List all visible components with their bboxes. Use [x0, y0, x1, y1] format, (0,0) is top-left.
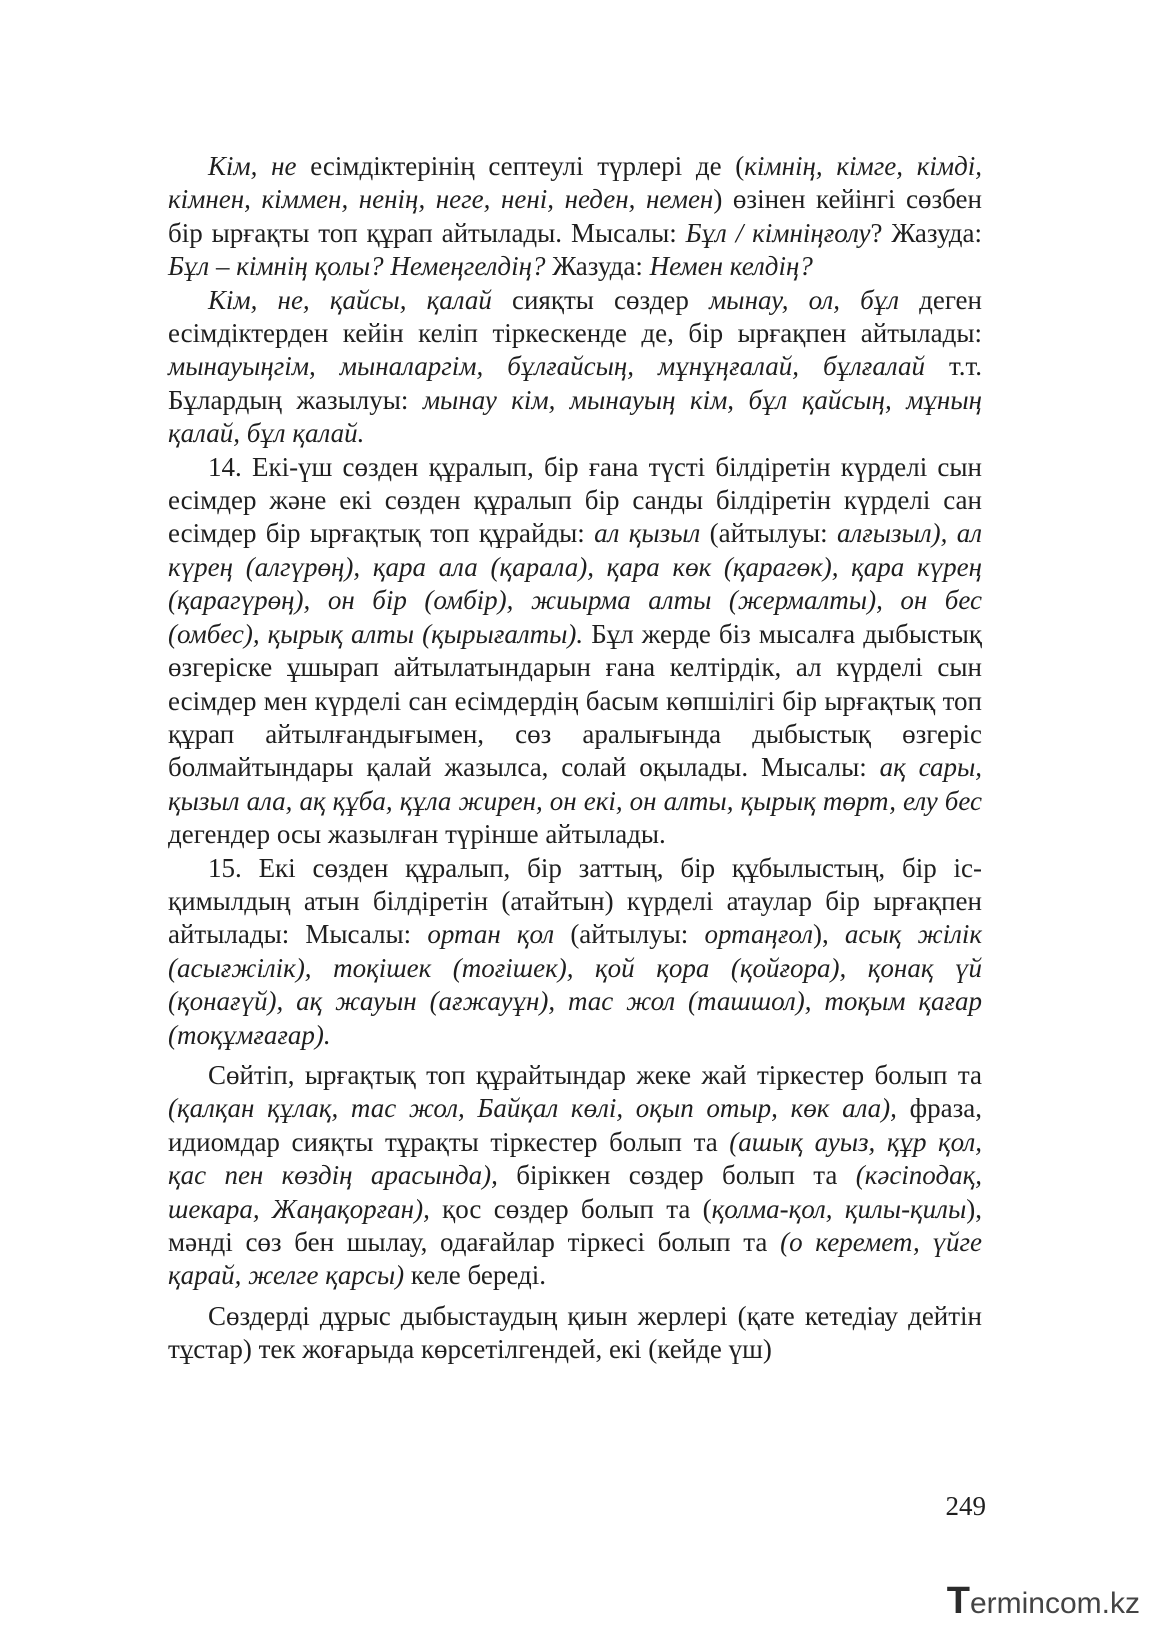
body-text: сияқты сөздер [491, 284, 710, 315]
body-text: Жазуда: [545, 251, 650, 282]
body-text: дегендер осы жазылған түрінше айтылады. [168, 819, 666, 850]
italic-example-text: асық жілік (асығжілік), тоқішек (тоғішек), қой қора (қойғора), қонақ үй (қонағүй), ақ жауын (ағжауұн), тас жол (ташшол), тоқым қағар (тоқұмғағар). [168, 919, 982, 1050]
paragraph-kim-ne-cases [168, 150, 982, 284]
paragraph-rhythm-groups [168, 1059, 982, 1293]
italic-example-text: қолма-қол, қилы-қилы [711, 1193, 967, 1224]
italic-example-text: ақ сары, қызыл ала, ақ құба, құла жирен, он екі, он алты, қырық төрт, елу бес [168, 752, 982, 816]
body-text: ? Жазуда: [870, 217, 983, 248]
italic-example-text: ортаңғол [704, 919, 813, 950]
italic-example-text: (кәсіподақ, шекара, Жаңақорған), [168, 1160, 982, 1224]
body-text: (айтылуы: [700, 518, 837, 549]
body-text: Бұл жерде біз мысалға дыбыстық өзгеріске ұшырап айтылатындарын ғана келтірдік, ал күрделі сын есімдер мен күрделі сан есімдердің басым көпшілігі бір ырғақтық топ құрап айтылғандығымен, сөз аралығында дыбыстық өзгеріс болмайтындары қалай жазылса, солай оқылады. Мысалы: [168, 618, 982, 783]
body-text: қос сөздер болып та ( [429, 1193, 712, 1224]
body-text: 15. Екі сөзден құралып, бір заттың, бір құбылыстың, бір іс-қимылдың атын білдіретін (атайтын) күрделі атаулар бір ырғақпен айтылады: Мысалы: [168, 852, 982, 950]
body-text: ) өзінен кейінгі сөзбен бір ырғақты топ құрап айтылады. Мысалы: [168, 184, 982, 248]
body-text: біріккен сөздер болып та [497, 1160, 856, 1191]
italic-example-text: ал қызыл [594, 518, 701, 549]
body-text: 14. Екі-үш сөзден құралып, бір ғана түсті білдіретін күрделі сын есімдер және екі сөзден құралып бір санды білдіретін күрделі сан есімдер бір ырғақтық топ құрайды: [168, 451, 982, 549]
italic-example-text: (о керемет, үйге қарай, желге қарсы) [168, 1227, 982, 1291]
italic-example-text: мынау кім, мынауың кім, бұл қайсың, мұның қалай, бұл қалай. [168, 384, 982, 449]
italic-example-text: (ашық ауыз, құр қол, қас пен көздің арасында), [168, 1126, 982, 1191]
page-body [168, 150, 982, 1367]
italic-example-text: кімнің, кімге, кімді, кімнен, кіммен, ненің, неге, нені, неден, немен [168, 151, 982, 215]
italic-example-text: Кім, не [208, 151, 297, 181]
body-text: Сөздерді дұрыс дыбыстаудың қиын жерлері (қате кетедіау дейтін тұстар) тек жоғарыда көрсетілгендей, екі (кейде үш) [168, 1300, 982, 1365]
watermark-text: ermincom.kz [969, 1587, 1140, 1620]
italic-example-text: мынау, ол, бұл [709, 284, 899, 315]
italic-example-text: Бұл / кімніңғолу [685, 217, 871, 248]
body-text: келе береді. [404, 1260, 547, 1291]
italic-example-text: Немен келдің? [649, 251, 813, 282]
watermark-t-mark: T [946, 1580, 970, 1622]
paragraph-kim-ne-kaisy [168, 284, 982, 451]
body-text: (айтылуы: [554, 919, 705, 950]
body-text: есімдіктерінің септеулі түрлері де ( [296, 151, 745, 181]
body-text: Сөйтіп, ырғақтық топ құрайтындар жеке жай тіркестер болып та [208, 1059, 982, 1090]
italic-example-text: мынауыңгім, мыналаргім, бұлғайсың, мұнұңғалай, бұлғалай [168, 351, 925, 382]
italic-example-text: Бұл – кімнің қолы? Немеңгелдің? [168, 251, 546, 282]
body-text: ), мәнді сөз бен шылау, одағайлар тіркесі болып та [168, 1193, 982, 1257]
body-text: деген есімдіктерден кейін келіп тіркескенде де, бір ырғақпен айтылады: [168, 284, 982, 349]
paragraph-15-compound-names [168, 852, 982, 1052]
page-number: 249 [945, 1491, 986, 1521]
italic-example-text: Кім, не, қайсы, қалай [208, 284, 492, 315]
body-text: ), [812, 919, 845, 950]
paragraph-14-compound-adjectives [168, 451, 982, 852]
italic-example-text: ортан қол [427, 919, 555, 950]
italic-example-text: алғызыл), ал күрең (алгүрөң), қара ала (қарала), қара көк (қарагөк), қара күрең (қарагүрөң), он бір (омбір), жиырма алты (жермалты), он бес (омбес), қырық алты (қырығалты). [168, 518, 983, 649]
paragraph-pronunciation [168, 1300, 982, 1367]
body-text: фраза, идиомдар сияқты тұрақты тіркестер болып та [168, 1093, 982, 1157]
italic-example-text: (қалқан құлақ, тас жол, Байқал көлі, оқып отыр, көк ала), [168, 1093, 897, 1124]
body-text: т.т. Бұлардың жазылуы: [168, 351, 982, 415]
site-watermark-logo [947, 1580, 1140, 1623]
